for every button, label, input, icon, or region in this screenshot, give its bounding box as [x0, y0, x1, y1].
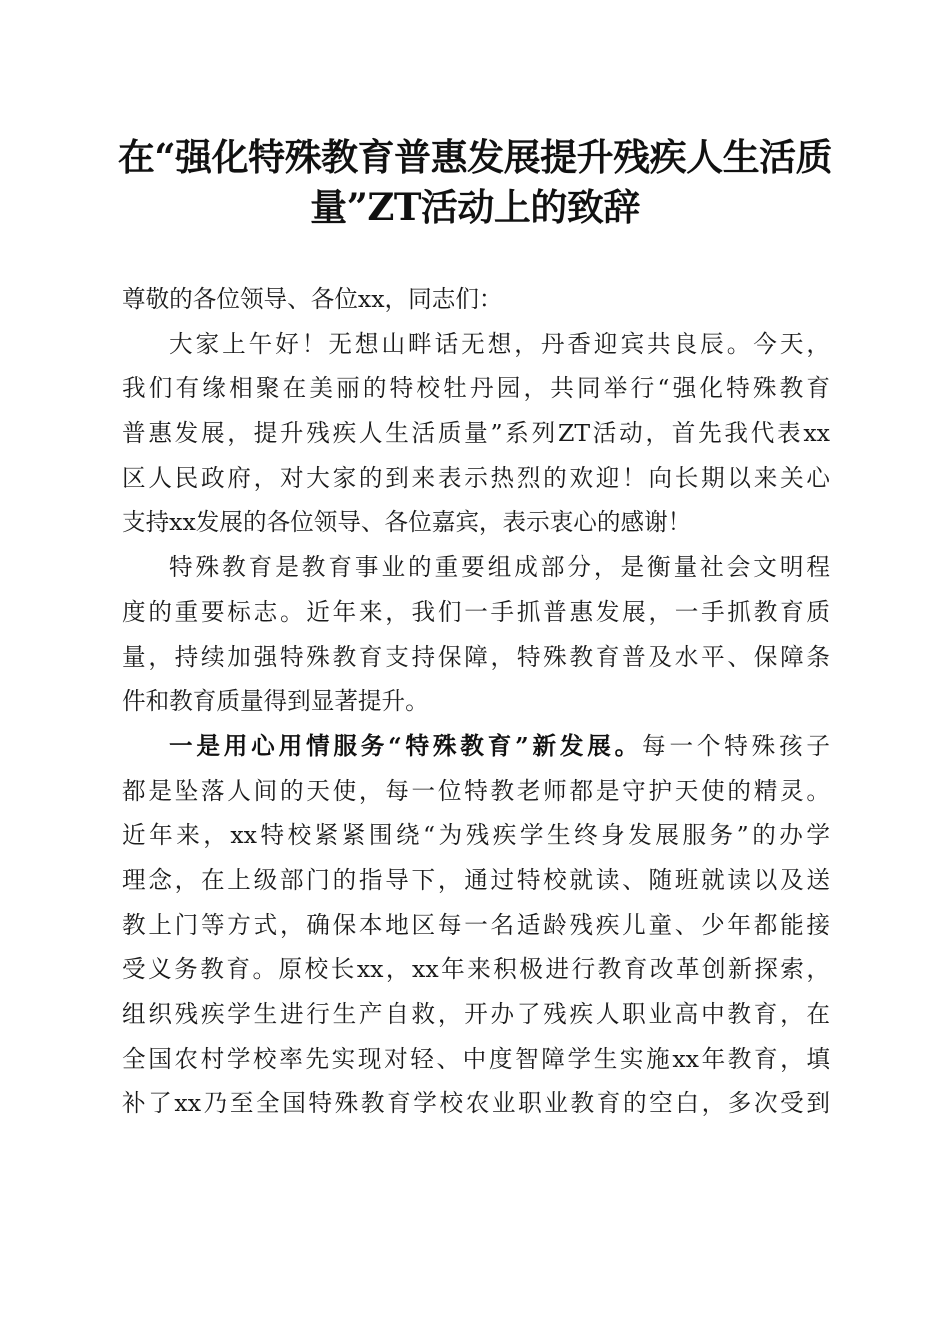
paragraph-1-line-3: 普惠发展，提升残疾人生活质量”系列ZT活动，首先我代表xx [122, 419, 830, 448]
paragraph-1-line-5: 支持xx发展的各位领导、各位嘉宾，表示衷心的感谢！ [122, 508, 692, 537]
paragraph-3-line-8: 全国农村学校率先实现对轻、中度智障学生实施xx年教育，填 [122, 1044, 830, 1073]
title-line-2: 量”ZT活动上的致辞 [310, 185, 640, 229]
paragraph-3-line-2: 都是坠落人间的天使，每一位特教老师都是守护天使的精灵。 [122, 776, 830, 805]
paragraph-3-line-7: 组织残疾学生进行生产自救，开办了残疾人职业高中教育，在 [122, 1000, 830, 1028]
paragraph-3-line-4: 理念，在上级部门的指导下，通过特校就读、随班就读以及送 [122, 865, 830, 894]
paragraph-2-line-4: 件和教育质量得到显著提升。 [122, 687, 429, 716]
paragraph-3-heading: 一是用心用情服务“特殊教育”新发展。 [169, 731, 643, 760]
paragraph-3-line-6: 受义务教育。原校长xx，xx年来积极进行教育改革创新探索， [122, 955, 830, 984]
paragraph-1-line-4: 区人民政府，对大家的到来表示热烈的欢迎！向长期以来关心 [122, 463, 830, 492]
paragraph-3-line-5: 教上门等方式，确保本地区每一名适龄残疾儿童、少年都能接 [122, 910, 830, 939]
paragraph-3-first-rest: 每一个特殊孩子 [642, 731, 831, 760]
paragraph-2-line-2: 度的重要标志。近年来，我们一手抓普惠发展，一手抓教育质 [122, 597, 830, 626]
paragraph-2-line-3: 量，持续加强特殊教育支持保障，特殊教育普及水平、保障条 [122, 642, 830, 671]
title-line-1: 在“强化特殊教育普惠发展提升残疾人生活质 [117, 135, 833, 179]
paragraph-3-line-9: 补了xx乃至全国特殊教育学校农业职业教育的空白，多次受到 [122, 1089, 830, 1118]
salutation: 尊敬的各位领导、各位xx，同志们： [122, 285, 503, 313]
paragraph-1-line-1: 大家上午好！无想山畔话无想，丹香迎宾共良辰。今天， [169, 329, 830, 358]
paragraph-1-line-2: 我们有缘相聚在美丽的特校牡丹园，共同举行“强化特殊教育 [122, 374, 830, 403]
document-body [122, 277, 830, 1126]
paragraph-2-line-1: 特殊教育是教育事业的重要组成部分，是衡量社会文明程 [169, 553, 830, 582]
paragraph-3-line-3: 近年来，xx特校紧紧围绕“为残疾学生终身发展服务”的办学 [122, 821, 830, 850]
paragraph-3-line-1 [122, 724, 830, 769]
document-title [100, 132, 850, 232]
